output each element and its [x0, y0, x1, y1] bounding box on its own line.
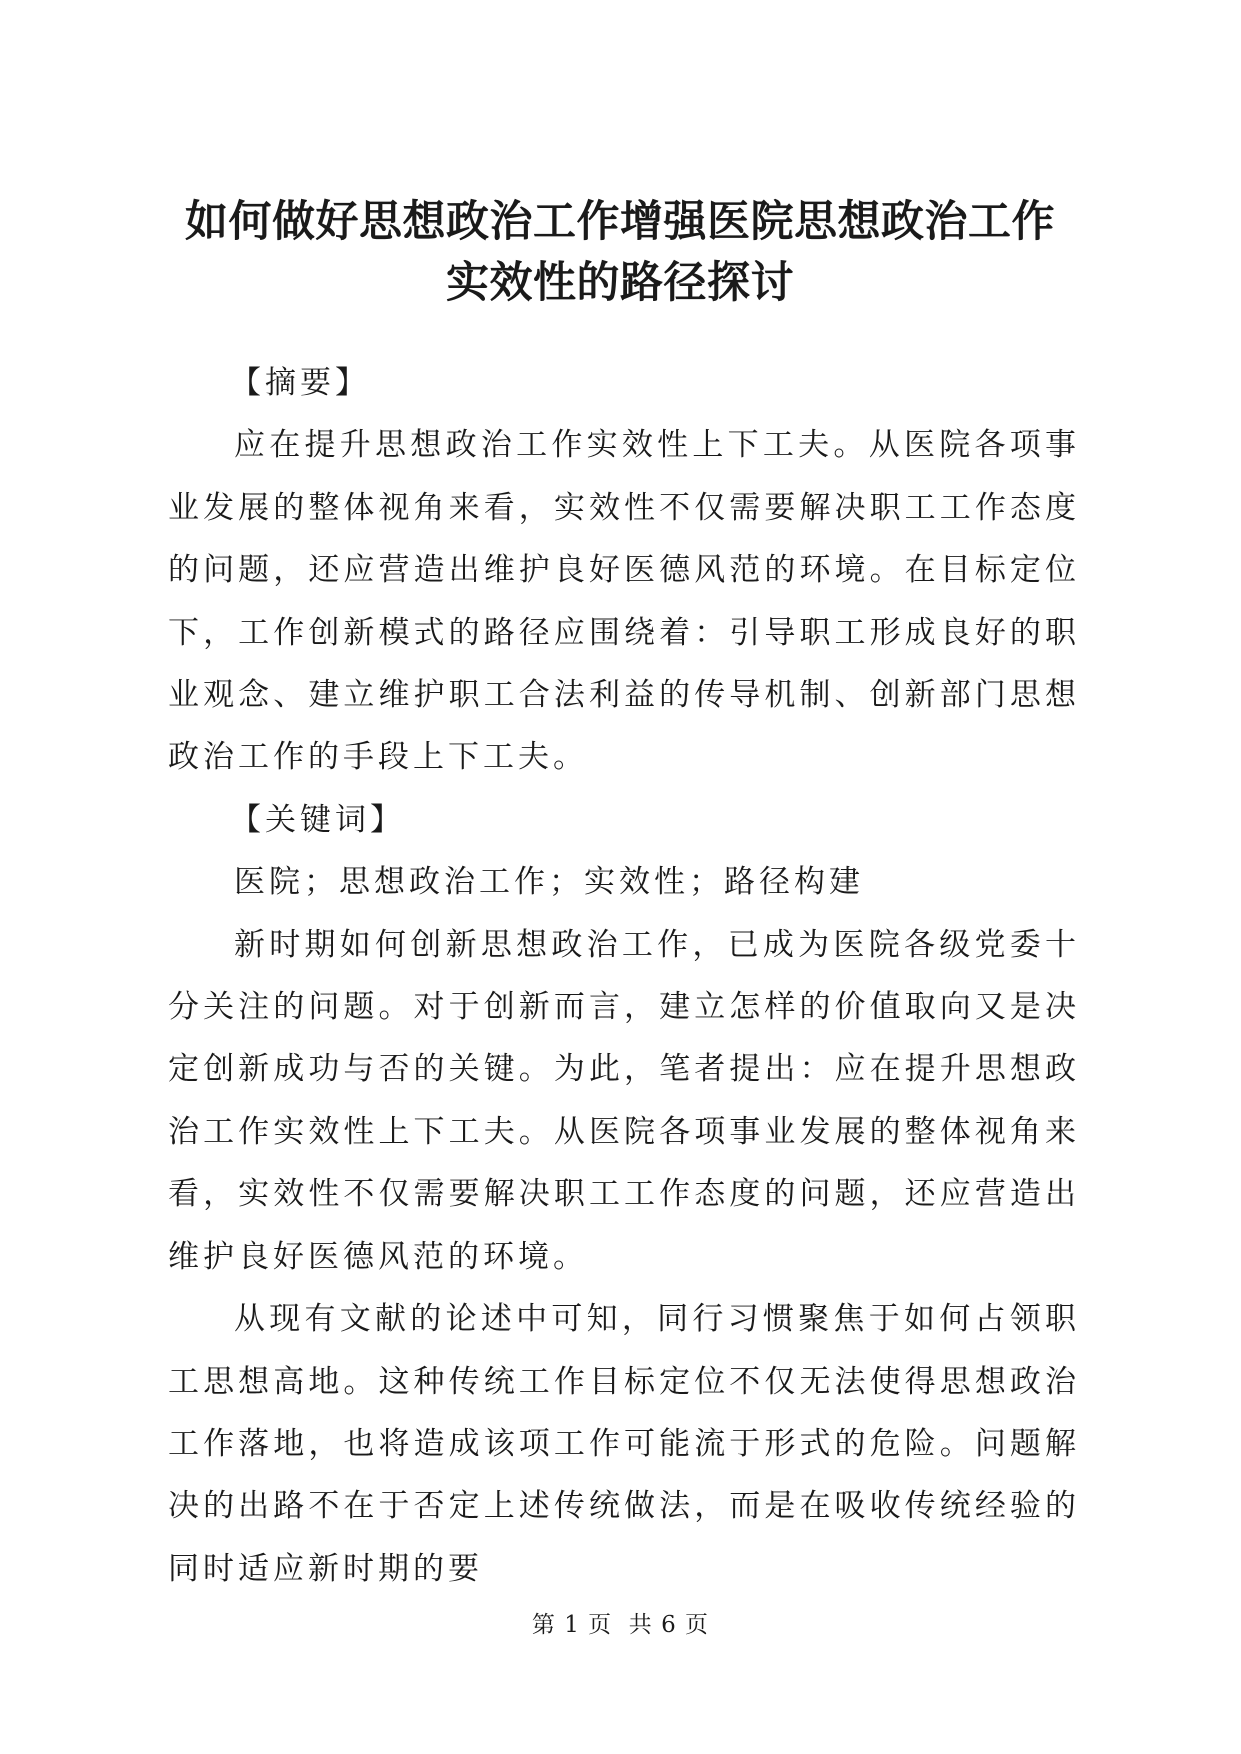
title-line-1: 如何做好思想政治工作增强医院思想政治工作 — [185, 197, 1055, 247]
document-body — [168, 352, 1080, 1600]
title-line-2: 实效性的路径探讨 — [446, 258, 794, 308]
page-number: 第 1 页 共 6 页 — [531, 1612, 710, 1638]
abstract-heading: 【摘要】 — [230, 365, 370, 401]
page-footer — [0, 1610, 1241, 1640]
body-paragraph-1: 新时期如何创新思想政治工作，已成为医院各级党委十分关注的问题。对于创新而言，建立怎样的价值取向又是决定创新成功与否的关键。为此，笔者提出：应在提升思想政治工作实效性上下工夫。从医院各项事业发展的整体视角来看，实效性不仅需要解决职工工作态度的问题，还应营造出维护良好医德风范的环境。 — [168, 926, 1080, 1275]
keywords-heading: 【关键词】 — [230, 801, 405, 838]
keywords-paragraph: 医院；思想政治工作；实效性；路径构建 — [234, 864, 864, 901]
abstract-paragraph: 应在提升思想政治工作实效性上下工夫。从医院各项事业发展的整体视角来看，实效性不仅需要解决职工工作态度的问题，还应营造出维护良好医德风范的环境。在目标定位下，工作创新模式的路径应围绕着：引导职工形成良好的职业观念、建立维护职工合法利益的传导机制、创新部门思想政治工作的手段上下工夫。 — [168, 427, 1080, 776]
body-paragraph-2: 从现有文献的论述中可知，同行习惯聚焦于如何占领职工思想高地。这种传统工作目标定位不仅无法使得思想政治工作落地，也将造成该项工作可能流于形式的危险。问题解决的出路不在于否定上述传统做法，而是在吸收传统经验的同时适应新时期的要 — [168, 1301, 1080, 1587]
document-title — [120, 192, 1120, 314]
